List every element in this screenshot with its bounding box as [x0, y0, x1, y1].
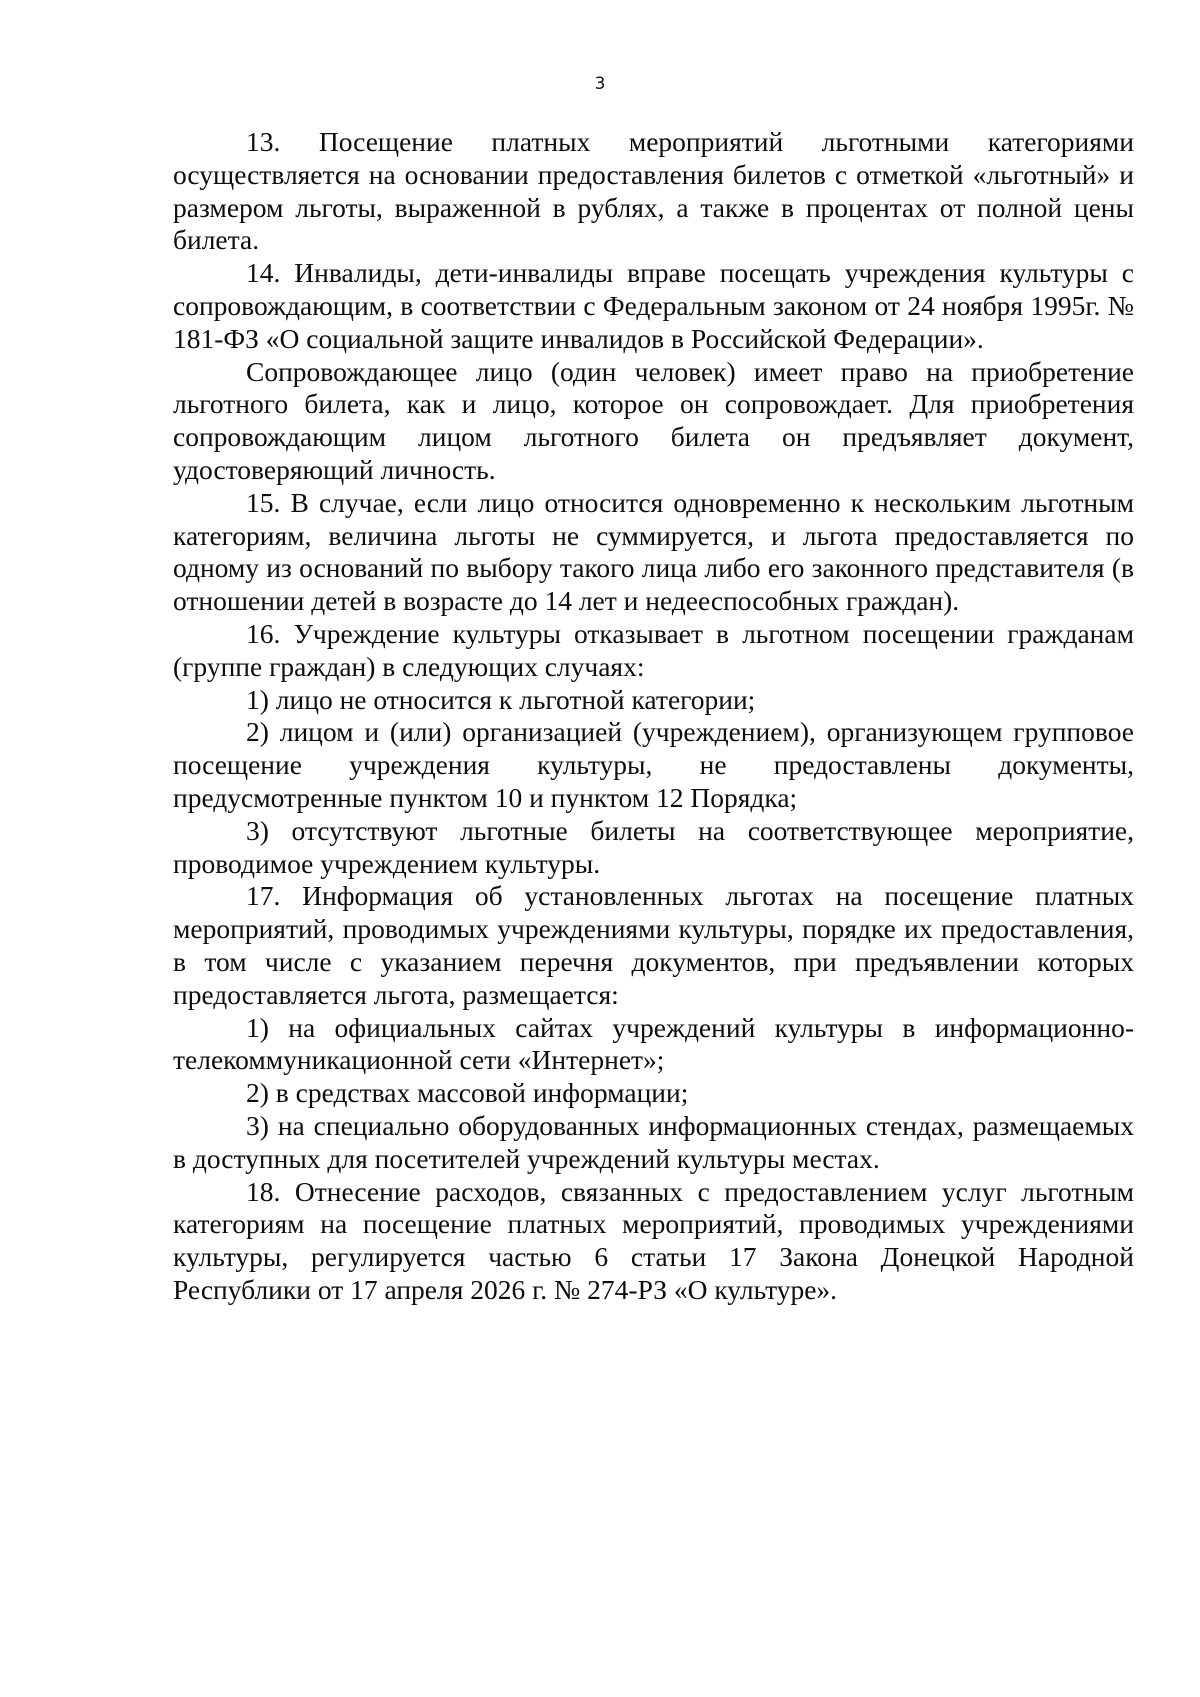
paragraph-17-item-3: 3) на специально оборудованных информационных стендах, размещаемых в доступных для посетителей учреждений культуры местах.	[173, 1109, 1134, 1174]
paragraph-16-item-1: 1) лицо не относится к льготной категории;	[246, 683, 756, 715]
paragraph-16-item-3: 3) отсутствуют льготные билеты на соответствующее мероприятие, проводимое учреждением культуры.	[173, 814, 1134, 879]
paragraph-13: 13. Посещение платных мероприятий льготными категориями осуществляется на основании предоставления билетов с отметкой «льготный» и размером льготы, выраженной в рублях, а также в процентах от полной цены билета.	[173, 126, 1134, 256]
paragraph-17-item-2: 2) в средствах массовой информации;	[246, 1077, 689, 1109]
paragraph-17: 17. Информация об установленных льготах на посещение платных мероприятий, проводимых учреждениями культуры, порядке их предоставления, в том числе с указанием перечня документов, при предъявлении которых предоставляется льгота, размещается:	[173, 880, 1134, 1010]
paragraph-16: 16. Учреждение культуры отказывает в льготном посещении гражданам (группе граждан) в следующих случаях:	[173, 617, 1134, 682]
paragraph-14: 14. Инвалиды, дети-инвалиды вправе посещать учреждения культуры с сопровождающим, в соответствии с Федеральным законом от 24 ноября 1995г. № 181-ФЗ «О социальной защите инвалидов в Российской Федерации».	[173, 257, 1134, 354]
paragraph-15: 15. В случае, если лицо относится одновременно к нескольким льготным категориям, величина льготы не суммируется, и льгота предоставляется по одному из оснований по выбору такого лица либо его законного представителя (в отношении детей в возрасте до 14 лет и недееспособных граждан).	[173, 486, 1134, 617]
paragraph-14-accompanying: Сопровождающее лицо (один человек) имеет право на приобретение льготного билета, как и лицо, которое он сопровождает. Для приобретения сопровождающим лицом льготного билета он предъявляет документ, удостоверяющий личность.	[173, 355, 1134, 485]
paragraph-16-item-2: 2) лицом и (или) организацией (учреждением), организующем групповое посещение учреждения культуры, не предоставлены документы, предусмотренные пунктом 10 и пунктом 12 Порядка;	[173, 716, 1134, 813]
paragraph-18: 18. Отнесение расходов, связанных с предоставлением услуг льготным категориям на посещение платных мероприятий, проводимых учреждениями культуры, регулируется частью 6 статьи 17 Закона Донецкой Народной Республики от 17 апреля 2026 г. № 274-РЗ «О культуре».	[173, 1175, 1134, 1305]
paragraph-17-item-1: 1) на официальных сайтах учреждений культуры в информационно-телекоммуникационной сети «Интернет»;	[173, 1011, 1134, 1076]
document-body	[173, 126, 1134, 1307]
page-number: 3	[594, 74, 606, 94]
